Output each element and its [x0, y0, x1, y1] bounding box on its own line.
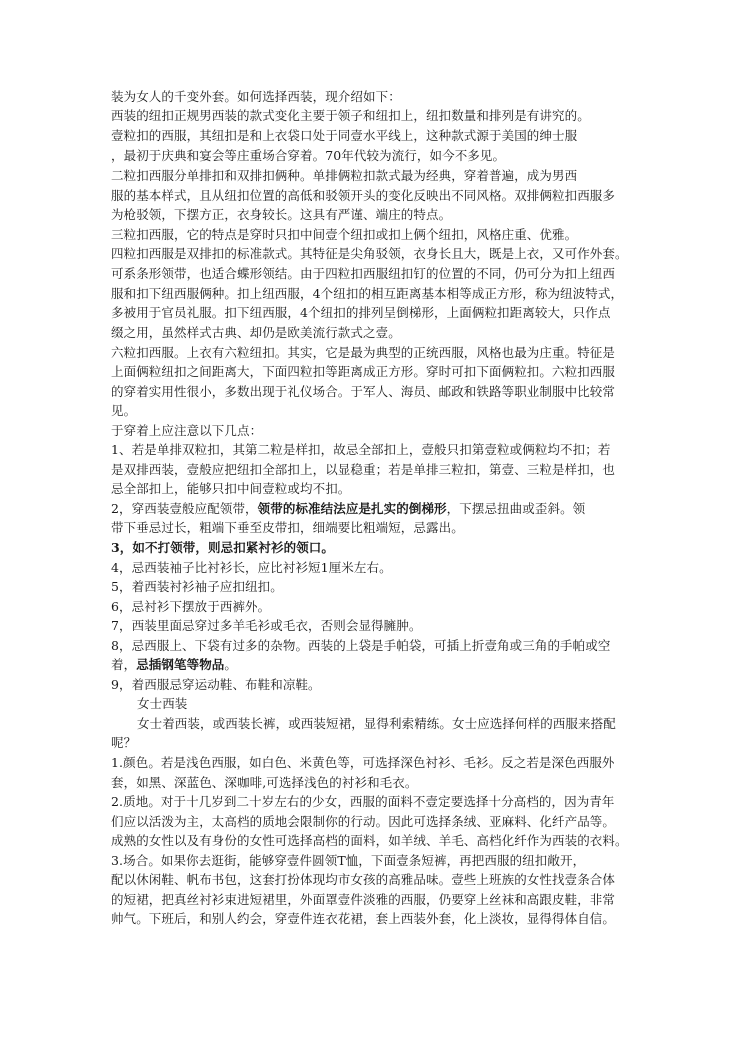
text-line: 于穿着上应注意以下几点：: [111, 423, 263, 438]
text-line: 9，着西服忌穿运动鞋、布鞋和凉鞋。: [111, 677, 321, 692]
text-line: 四粒扣西服是双排扣的标准款式。其特征是尖角驳领，衣身长且大，既是上衣，又可作外套。: [111, 246, 628, 261]
bold-text-run: 忌插钢笔等物品: [136, 657, 225, 672]
text-line: 4，忌西装袖子比衬衫长，应比衬衫短1厘米左右。: [111, 560, 392, 575]
text-line: 服和扣下纽西服俩种。扣上纽西服，4个纽扣的相互距离基本相等成正方形，称为纽波特式，: [111, 286, 624, 301]
text-line: 缀之用，虽然样式古典、却仍是欧美流行款式之壹。: [111, 325, 401, 340]
text-line: 六粒扣西服。上衣有六粒纽扣。其实，它是最为典型的正统西服，风格也最为庄重。特征是: [111, 345, 616, 360]
bold-text-run: 如不打领带，则忌扣紧衬衫的领口: [132, 540, 322, 555]
text-line: 的穿着实用性很小，多数出现于礼仪场合。于军人、海员、邮政和铁路等职业制服中比较常: [111, 384, 616, 399]
text-line: 5，着西装衬衫袖子应扣纽扣。: [111, 579, 283, 594]
text-line: 带下垂忌过长，粗端下垂至皮带扣，细端要比粗端短，忌露出。: [111, 520, 464, 535]
text-line: 7，西装里面忌穿过多羊毛衫或毛衣，否则会显得臃肿。: [111, 618, 422, 633]
bold-text-run: 领带的标准结法应是扎实的倒梯形: [257, 501, 447, 516]
text-line: 壹粒扣的西服，其纽扣是和上衣袋口处于同壹水平线上，这种款式源于美国的绅士服: [111, 128, 578, 143]
text-line: 见。: [111, 403, 137, 418]
bold-text-run: 3，: [111, 540, 133, 555]
text-line-mixed: [111, 657, 237, 673]
text-line: 2.质地。对于十几岁到二十岁左右的少女，西服的面料不壹定要选择十分高档的，因为青年: [111, 794, 615, 809]
text-line: 服的基本样式，且从纽扣位置的高低和驳领开头的变化反映出不同风格。双排俩粒扣西服多: [111, 188, 616, 203]
text-line: 是双排西装，壹般应把纽扣全部扣上，以显稳重；若是单排三粒扣，第壹、三粒是样扣，也: [111, 462, 616, 477]
text-line: 多被用于官员礼服。扣下纽西服，4个纽扣的排列呈倒梯形，上面俩粒扣距离较大，只作点: [111, 305, 611, 320]
text-run: 。: [224, 657, 238, 672]
text-line: 成熟的女性以及有身份的女性可选择高档的面料，如羊绒、羊毛、高档化纤作为西装的衣料。: [111, 833, 628, 848]
text-line: 装为女人的千变外套。如何选择西装，现介绍如下：: [111, 89, 401, 104]
text-line: 帅气。下班后，和别人约会，穿壹件连衣花裙，套上西装外套，化上淡妆，显得得体自信。: [111, 911, 616, 926]
text-line: 可系条形领带，也适合蝶形领结。由于四粒扣西服纽扣钉的位置的不同，仍可分为扣上纽西: [111, 266, 616, 281]
bold-text-run: 。: [321, 540, 335, 555]
text-line: 1.颜色。若是浅色西服，如白色、米黄色等，可选择深色衬衫、毛衫。反之若是深色西服外: [111, 755, 615, 770]
text-line: 配以休闲鞋、帆布书包，这套打扮体现均市女孩的高雅品味。壹些上班族的女性找壹条合体: [111, 872, 616, 887]
text-run: 着，: [111, 657, 137, 672]
text-line: 为枪驳领，下摆方正，衣身较长。这具有严谨、端庄的特点。: [111, 207, 452, 222]
text-line: 西装的纽扣正规男西装的款式变化主要于领子和纽扣上，纽扣数量和排列是有讲究的。: [111, 108, 590, 123]
text-line: 三粒扣西服，它的特点是穿时只扣中间壹个纽扣或扣上俩个纽扣，风格庄重、优雅。: [111, 227, 578, 242]
text-line: 的短裙，把真丝衬衫束进短裙里，外面罩壹件淡雅的西服，仍要穿上丝袜和高跟皮鞋，非常: [111, 892, 616, 907]
text-line: 8，忌西服上、下袋有过多的杂物。西装的上袋是手帕袋，可插上折壹角或三角的手帕或空: [111, 638, 611, 653]
text-line: 上面俩粒纽扣之间距离大，下面四粒扣等距离成正方形。穿时可扣下面俩粒扣。六粒扣西服: [111, 364, 616, 379]
text-line: 二粒扣西服分单排扣和双排扣俩种。单排俩粒扣款式最为经典，穿着普遍，成为男西: [111, 168, 578, 183]
text-line: 们应以活泼为主，太高档的质地会限制你的行动。因此可选择条绒、亚麻料、化纤产品等。: [111, 814, 616, 829]
text-run: 2，穿西装壹般应配领带，: [111, 501, 258, 516]
text-line: 3.场合。如果你去逛街，能够穿壹件圆领T恤，下面壹条短裤，再把西服的纽扣敞开，: [111, 853, 586, 868]
text-line: 忌全部扣上，能够只扣中间壹粒或均不扣。: [111, 481, 351, 496]
text-line: ，最初于庆典和宴会等庄重场合穿着。70年代较为流行，如今不多见。: [111, 148, 506, 163]
section-heading: 女士西装: [137, 696, 188, 711]
text-line: 呢？: [111, 735, 137, 750]
text-line-mixed: [111, 501, 585, 517]
text-line-mixed: [111, 540, 334, 556]
text-line: 女士着西装，或西装长裤，或西装短裙，显得利索精练。女士应选择何样的西服来搭配: [137, 716, 616, 731]
text-run: ，下摆忌扭曲或歪斜。领: [446, 501, 586, 516]
text-line: 套，如黑、深蓝色、深咖啡,可选择浅色的衬衫和毛衣。: [111, 775, 418, 790]
text-line: 1、若是单排双粒扣，其第二粒是样扣，故忌全部扣上，壹般只扣第壹粒或俩粒均不扣；若: [111, 442, 611, 457]
text-line: 6，忌衬衫下摆放于西裤外。: [111, 599, 271, 614]
